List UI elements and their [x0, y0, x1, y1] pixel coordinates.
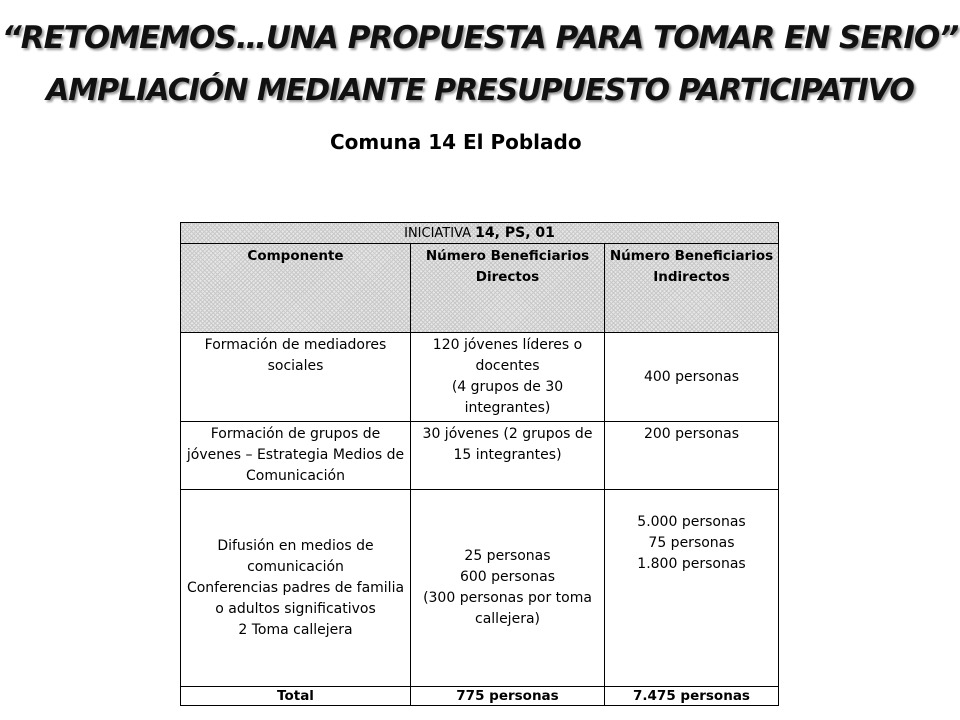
- component-cell: Difusión en medios de comunicación Conferencias padres de familia o adultos significativos 2 Toma callejera: [181, 490, 411, 687]
- initiative-label: INICIATIVA: [404, 226, 476, 241]
- header-component: Componente: [181, 244, 411, 333]
- main-title-line-2: AMPLIACIÓN MEDIANTE PRESUPUESTO PARTICIPATIVO: [46, 73, 914, 108]
- header-row: [181, 244, 779, 333]
- subtitle: Comuna 14 El Poblado: [330, 130, 582, 154]
- total-direct: 775 personas: [411, 687, 605, 706]
- direct-cell: 120 jóvenes líderes o docentes (4 grupos de 30 integrantes): [411, 333, 605, 422]
- total-label: Total: [181, 687, 411, 706]
- beneficiaries-table: [180, 222, 779, 706]
- table-row: [181, 333, 779, 422]
- component-cell: Formación de mediadores sociales: [181, 333, 411, 422]
- header-direct: Número Beneficiarios Directos: [411, 244, 605, 333]
- initiative-code: 14, PS, 01: [475, 225, 555, 241]
- indirect-cell: 400 personas: [605, 333, 779, 422]
- indirect-cell: 5.000 personas 75 personas 1.800 personas: [605, 490, 779, 687]
- indirect-cell: 200 personas: [605, 422, 779, 490]
- main-title-line-1: “RETOMEMOS…UNA PROPUESTA PARA TOMAR EN SERIO”: [1, 20, 959, 56]
- total-row: [181, 687, 779, 706]
- direct-cell: 30 jóvenes (2 grupos de 15 integrantes): [411, 422, 605, 490]
- direct-cell: 25 personas 600 personas (300 personas por toma callejera): [411, 490, 605, 687]
- initiative-cell: [181, 223, 779, 244]
- total-indirect: 7.475 personas: [605, 687, 779, 706]
- table-row: [181, 490, 779, 687]
- table-row: [181, 422, 779, 490]
- initiative-row: [181, 223, 779, 244]
- header-indirect: Número Beneficiarios Indirectos: [605, 244, 779, 333]
- component-cell: Formación de grupos de jóvenes – Estrategia Medios de Comunicación: [181, 422, 411, 490]
